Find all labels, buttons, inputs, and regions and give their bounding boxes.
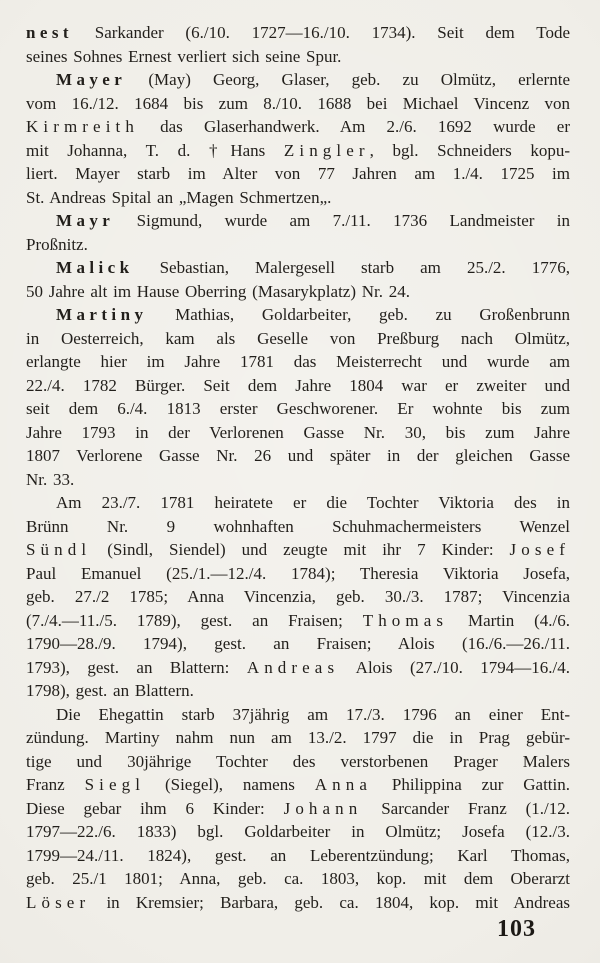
text-line bbox=[26, 256, 570, 280]
text-line bbox=[26, 656, 570, 680]
text-run: 22./4. 1782 Bürger. Seit dem Jahre 1804 war er zweiter und bbox=[26, 375, 570, 395]
letterspaced-name: Kirmreith bbox=[26, 117, 139, 136]
text-run: Sarkander (6./10. 1727—16./10. 1734). Seit dem Tode bbox=[72, 23, 570, 42]
letterspaced-name: Löser bbox=[26, 892, 91, 912]
text-line bbox=[26, 21, 570, 45]
text-run: Mathias, Goldarbeiter, geb. zu Großenbrunn bbox=[147, 305, 570, 324]
text-run: , bgl. Schneiders kopu- bbox=[369, 140, 570, 160]
text-run: Diese gebar ihm 6 Kinder: bbox=[26, 798, 284, 818]
text-run: liert. Mayer starb im Alter von 77 Jahren am 1./4. 1725 im bbox=[26, 164, 570, 183]
text-run: in Kremsier; Barbara, geb. ca. 1804, kop. mit Andreas bbox=[90, 892, 570, 912]
letterspaced-name: Zingler bbox=[283, 140, 370, 160]
text-run: seit dem 6./4. 1813 erster Geschworener. Er wohnte bis zum bbox=[26, 399, 570, 418]
text-line bbox=[26, 350, 570, 374]
text-run: vom 16./12. 1684 bis zum 8./10. 1688 bei Michael Vincenz von bbox=[26, 93, 570, 113]
text-run: Philippina zur Gattin. bbox=[371, 775, 570, 794]
text-run: erlangte hier im Jahre 1781 das Meisterrecht und wurde am bbox=[26, 352, 570, 371]
letterspaced-name: Johann bbox=[283, 798, 363, 818]
letterspaced-name: Mayer bbox=[56, 70, 127, 89]
text-run: geb. 27./2 1785; Anna Vincenzia, geb. 30./3. 1787; Vincenzia bbox=[26, 587, 570, 606]
text-line bbox=[26, 45, 570, 69]
text-run: 50 Jahre alt im Hause Oberring (Masarykplatz) Nr. 24. bbox=[26, 281, 410, 301]
text-line bbox=[26, 844, 570, 868]
text-run: zündung. Martiny nahm nun am 13./2. 1797 die in Prag gebür- bbox=[26, 728, 570, 747]
text-run: (Sindl, Siendel) und zeugte mit ihr 7 Kinder: bbox=[91, 540, 510, 559]
text-line bbox=[26, 397, 570, 421]
text-line bbox=[26, 632, 570, 656]
text-block bbox=[26, 21, 570, 914]
text-run: 1790—28./9. 1794), gest. an Fraisen; Alois (16./6.—26./11. bbox=[26, 634, 570, 653]
text-line bbox=[26, 562, 570, 586]
letterspaced-name: Anna bbox=[314, 775, 372, 794]
text-line bbox=[26, 374, 570, 398]
text-line bbox=[26, 233, 570, 257]
text-line bbox=[26, 820, 570, 844]
text-run: Paul Emanuel (25./1.—12./4. 1784); Theresia Viktoria Josefa, bbox=[26, 563, 570, 583]
text-line bbox=[26, 115, 570, 139]
text-run: Proßnitz. bbox=[26, 234, 88, 254]
text-run: Am 23./7. 1781 heiratete er die Tochter Viktoria des in bbox=[56, 493, 570, 512]
text-line bbox=[26, 797, 570, 821]
text-line bbox=[26, 703, 570, 727]
text-line bbox=[26, 303, 570, 327]
text-run: 1807 Verlorene Gasse Nr. 26 und später in der gleichen Gasse bbox=[26, 446, 570, 465]
text-run: 1799—24./11. 1824), gest. an Leberentzündung; Karl Thomas, bbox=[26, 845, 570, 865]
text-line bbox=[26, 421, 570, 445]
text-run: mit Johanna, T. d. †Hans bbox=[26, 140, 284, 160]
text-run: das Glaserhandwerk. Am 2./6. 1692 wurde er bbox=[138, 117, 570, 136]
text-line bbox=[26, 679, 570, 703]
text-line bbox=[26, 538, 570, 562]
text-line bbox=[26, 209, 570, 233]
letterspaced-name: Mayr bbox=[56, 211, 115, 230]
text-line bbox=[26, 327, 570, 351]
text-line bbox=[26, 585, 570, 609]
text-run: (Siegel), namens bbox=[145, 775, 315, 794]
text-run: Sebastian, Malergesell starb am 25./2. 1776, bbox=[133, 258, 570, 277]
letterspaced-name: Sündl bbox=[26, 540, 92, 559]
text-run: Franz bbox=[26, 775, 85, 794]
text-line bbox=[26, 609, 570, 633]
text-line bbox=[26, 444, 570, 468]
letterspaced-name: Malick bbox=[56, 258, 134, 277]
page-number: 103 bbox=[497, 916, 536, 942]
text-run: 1798), gest. an Blattern. bbox=[26, 681, 194, 700]
text-run: 1793), gest. an Blattern: bbox=[26, 657, 247, 677]
text-line bbox=[26, 773, 570, 797]
text-line bbox=[26, 186, 570, 210]
text-run: Brünn Nr. 9 wohnhaften Schuhmachermeisters Wenzel bbox=[26, 516, 570, 536]
text-line bbox=[26, 280, 570, 304]
text-run: Die Ehegattin starb 37jährig am 17./3. 1796 an einer Ent- bbox=[56, 704, 570, 724]
letterspaced-name: nest bbox=[26, 23, 73, 42]
text-line bbox=[26, 515, 570, 539]
text-run: Sarcander Franz (1./12. bbox=[362, 798, 570, 818]
text-run: Martin (4./6. bbox=[448, 610, 570, 630]
text-line bbox=[26, 750, 570, 774]
letterspaced-name: Thomas bbox=[362, 610, 449, 630]
letterspaced-name: Andreas bbox=[246, 657, 340, 677]
text-run: seines Sohnes Ernest verliert sich seine Spur. bbox=[26, 46, 342, 66]
letterspaced-name: Josef bbox=[509, 540, 570, 559]
text-run: Alois (27./10. 1794—16./4. bbox=[339, 657, 570, 677]
text-run: geb. 25./1 1801; Anna, geb. ca. 1803, kop. mit dem Oberarzt bbox=[26, 869, 570, 888]
text-run: (7./4.—11./5. 1789), gest. an Fraisen; bbox=[26, 610, 363, 630]
text-line bbox=[26, 162, 570, 186]
text-line bbox=[26, 491, 570, 515]
text-run: 1797—22./6. 1833) bgl. Goldarbeiter in Olmütz; Josefa (12./3. bbox=[26, 822, 570, 841]
letterspaced-name: Martiny bbox=[56, 305, 148, 324]
text-run: Jahre 1793 in der Verlorenen Gasse Nr. 30, bis zum Jahre bbox=[26, 422, 570, 442]
text-run: tige und 30jährige Tochter des verstorbenen Prager Malers bbox=[26, 751, 570, 771]
text-run: in Oesterreich, kam als Geselle von Preßburg nach Olmütz, bbox=[26, 328, 570, 348]
text-run: (May) Georg, Glaser, geb. zu Olmütz, erlernte bbox=[126, 70, 570, 89]
text-line bbox=[26, 891, 570, 915]
text-run: Nr. 33. bbox=[26, 469, 75, 489]
text-line bbox=[26, 726, 570, 750]
text-line bbox=[26, 139, 570, 163]
text-line bbox=[26, 92, 570, 116]
text-line bbox=[26, 867, 570, 891]
letterspaced-name: Siegl bbox=[84, 775, 146, 794]
text-line bbox=[26, 68, 570, 92]
text-line bbox=[26, 468, 570, 492]
text-run: St. Andreas Spital an „Magen Schmertzen„. bbox=[26, 187, 332, 207]
text-run: Sigmund, wurde am 7./11. 1736 Landmeister in bbox=[114, 211, 570, 230]
